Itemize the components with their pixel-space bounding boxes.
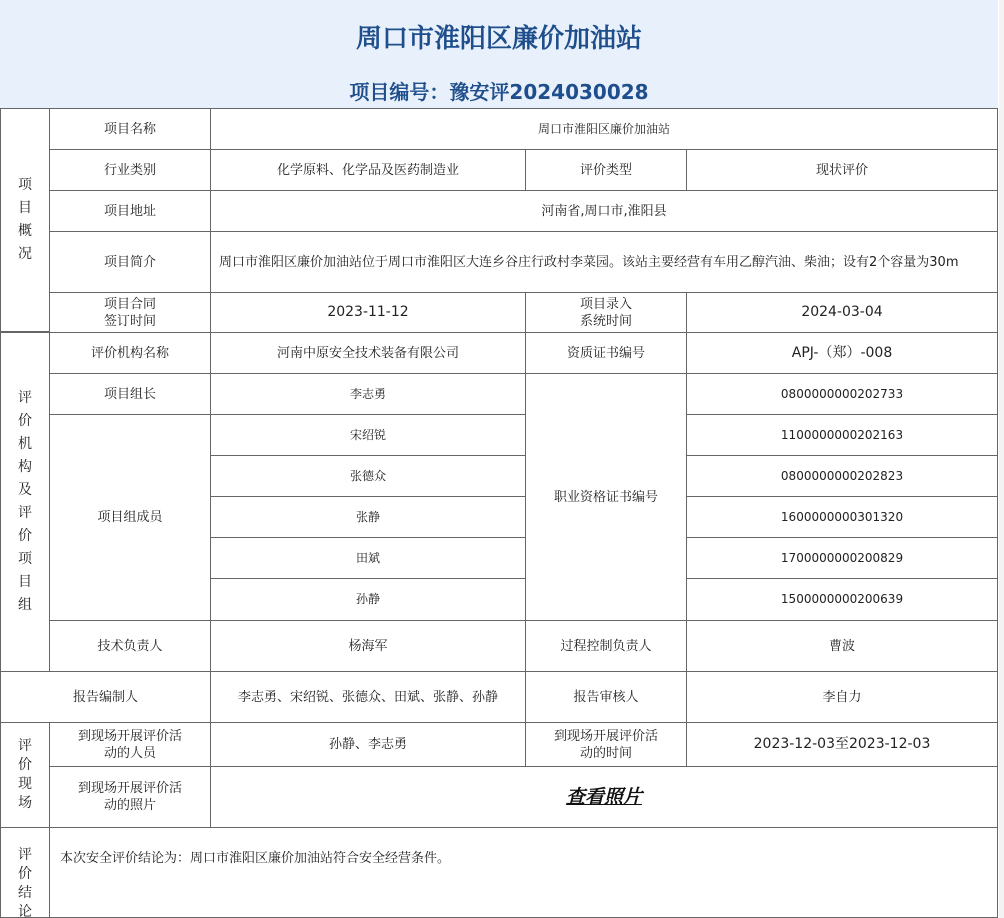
- scrollbar-edge[interactable]: [999, 0, 1004, 918]
- label-site-people: 到现场开展评价活动的人员: [49, 722, 211, 767]
- vertical-label-char: 价: [18, 528, 32, 544]
- value-conclusion: 本次安全评价结论为：周口市淮阳区廉价加油站符合安全经营条件。: [49, 827, 998, 918]
- value-project-name: 周口市淮阳区廉价加油站: [210, 108, 998, 150]
- vertical-section-label: [18, 846, 32, 918]
- value-report-author: 李志勇、宋绍锐、张德众、田斌、张静、孙静: [210, 671, 526, 723]
- vertical-label-char: 价: [18, 413, 32, 429]
- vertical-label-char: 项: [18, 551, 32, 567]
- vertical-label-char: 及: [18, 482, 32, 498]
- member-name: 宋绍锐: [210, 414, 526, 456]
- label-agency-name: 评价机构名称: [49, 332, 211, 374]
- value-site-people: 孙静、李志勇: [210, 722, 526, 767]
- member-name: 孙静: [210, 578, 526, 621]
- vertical-label-char: 评: [18, 738, 32, 754]
- section-agency: [0, 332, 50, 672]
- member-name: 田斌: [210, 537, 526, 579]
- page-title: 周口市淮阳区廉价加油站: [355, 24, 642, 54]
- label-qual-cert: 职业资格证书编号: [525, 373, 687, 621]
- member-cert: 0800000000202823: [686, 455, 998, 497]
- value-report-reviewer: 李自力: [686, 671, 998, 723]
- value-cert-no: APJ-（郑）-008: [686, 332, 998, 374]
- value-leader: 李志勇: [210, 373, 526, 415]
- section-overview: [0, 108, 50, 332]
- vertical-label-char: 评: [18, 390, 32, 406]
- label-project-name: 项目名称: [49, 108, 211, 150]
- vertical-label-char: 评: [18, 847, 32, 863]
- member-cert: 1100000000202163: [686, 414, 998, 456]
- value-agency-name: 河南中原安全技术装备有限公司: [210, 332, 526, 374]
- label-site-time: 到现场开展评价活动的时间: [525, 722, 687, 767]
- value-process-lead: 曹波: [686, 620, 998, 672]
- label-members: 项目组成员: [49, 414, 211, 621]
- value-entry-date: 2024-03-04: [686, 292, 998, 333]
- member-cert: 1500000000200639: [686, 578, 998, 621]
- vertical-label-char: 价: [18, 757, 32, 773]
- vertical-label-char: 评: [18, 505, 32, 521]
- member-cert: 1600000000301320: [686, 496, 998, 538]
- label-eval-type: 评价类型: [525, 149, 687, 191]
- label-entry-date: 项目录入系统时间: [525, 292, 687, 333]
- vertical-label-char: 场: [18, 795, 32, 811]
- vertical-label-char: 项: [18, 177, 32, 193]
- label-cert-no: 资质证书编号: [525, 332, 687, 374]
- value-contract-date: 2023-11-12: [210, 292, 526, 333]
- member-name: 张静: [210, 496, 526, 538]
- value-industry: 化学原料、化学品及医药制造业: [210, 149, 526, 191]
- page-header: [0, 0, 998, 109]
- label-summary: 项目简介: [49, 231, 211, 293]
- vertical-label-char: 价: [18, 866, 32, 882]
- label-address: 项目地址: [49, 190, 211, 232]
- label-process-lead: 过程控制负责人: [525, 620, 687, 672]
- value-site-time: 2023-12-03至2023-12-03: [686, 722, 998, 767]
- value-tech-lead: 杨海军: [210, 620, 526, 672]
- value-summary: 周口市淮阳区廉价加油站位于周口市淮阳区大连乡谷庄行政村李菜园。该站主要经营有车用乙醇汽油、柴油；设有2个容量为30m: [210, 231, 998, 293]
- vertical-label-char: 目: [18, 574, 32, 590]
- view-photos-link[interactable]: 查看照片: [565, 785, 642, 808]
- vertical-label-char: 论: [18, 904, 32, 918]
- vertical-label-char: 况: [18, 246, 32, 262]
- label-contract-date: 项目合同签订时间: [49, 292, 211, 333]
- value-address: 河南省,周口市,淮阳县: [210, 190, 998, 232]
- value-eval-type: 现状评价: [686, 149, 998, 191]
- vertical-label-char: 结: [18, 885, 32, 901]
- vertical-label-char: 现: [18, 776, 32, 792]
- vertical-section-label: [18, 387, 32, 617]
- member-name: 张德众: [210, 455, 526, 497]
- member-cert: 1700000000200829: [686, 537, 998, 579]
- section-site: [0, 722, 50, 828]
- vertical-label-char: 机: [18, 436, 32, 452]
- vertical-section-label: [18, 737, 32, 813]
- site-photos-cell: [210, 766, 998, 828]
- label-report-reviewer: 报告审核人: [525, 671, 687, 723]
- section-conclusion: [0, 827, 50, 918]
- label-leader: 项目组长: [49, 373, 211, 415]
- vertical-label-char: 目: [18, 200, 32, 216]
- vertical-label-char: 概: [18, 223, 32, 239]
- label-industry: 行业类别: [49, 149, 211, 191]
- label-report-author: 报告编制人: [0, 671, 211, 723]
- vertical-label-char: 构: [18, 459, 32, 475]
- vertical-section-label: [18, 174, 32, 266]
- value-leader-cert: 0800000000202733: [686, 373, 998, 415]
- project-number: 项目编号：豫安评2024030028: [349, 80, 649, 104]
- label-site-photos: 到现场开展评价活动的照片: [49, 766, 211, 828]
- vertical-label-char: 组: [18, 597, 32, 613]
- label-tech-lead: 技术负责人: [49, 620, 211, 672]
